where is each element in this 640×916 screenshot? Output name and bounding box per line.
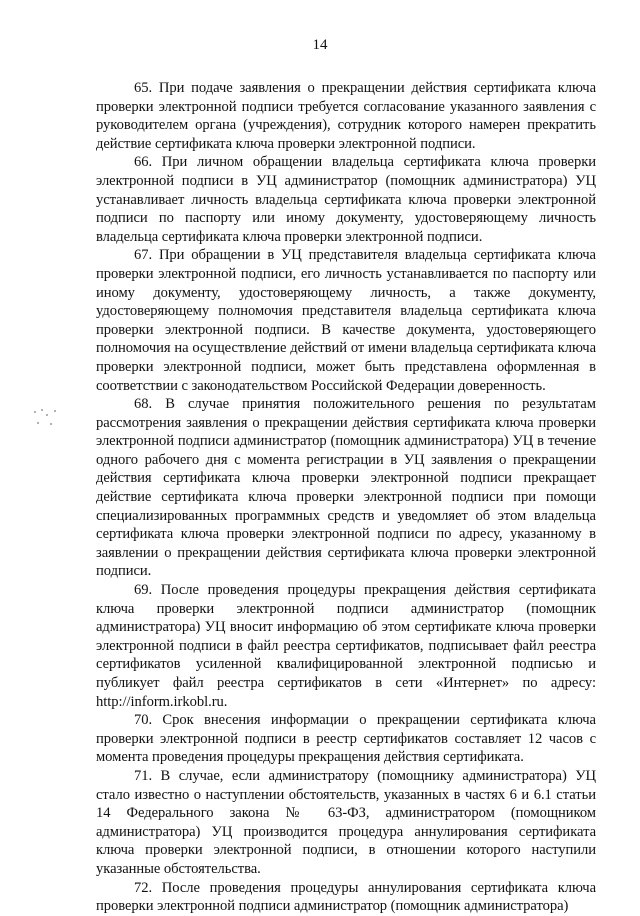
- paragraph-70: 70. Срок внесения информации о прекращении сертификата ключа проверки электронной подписи в реестр сертификатов составляет 12 часов с момента проведения процедуры прекращения действия сертификата.: [96, 712, 596, 766]
- paragraph-65: 65. При подаче заявления о прекращении действия сертификата ключа проверки электронной подписи требуется согласование указанного заявления с руководителем органа (учреждения), сотрудник которого намерен прекратить действие сертификата ключа проверки электронной подписи.: [96, 80, 596, 152]
- paragraph-69: 69. После проведения процедуры прекращения действия сертификата ключа проверки электронной подписи администратор (помощник администратора) УЦ вносит информацию об этом сертификате ключа проверки электронной подписи в файл реестра сертификатов, подписывает файл реестра сертификатов усиленной квалифицированной электронной подписью и публикует файл реестра сертификатов в сети «Интернет» по адресу: http://inform.irkobl.ru.: [96, 582, 596, 710]
- scan-margin-marks: [32, 408, 62, 438]
- paragraph-68: 68. В случае принятия положительного решения по результатам рассмотрения заявления о прекращении действия сертификата ключа проверки электронной подписи администратор (помощник администратора) УЦ в течение одного рабочего дня с момента регистрации в УЦ заявления о прекращении действия сертификата ключа проверки электронной подписи прекращает действие сертификата ключа проверки электронной подписи при помощи специализированных программных средств и уведомляет об этом владельца сертификата ключа проверки электронной подписи по адресу, указанному в заявлении о прекращении действия сертификата ключа проверки электронной подписи.: [96, 396, 596, 580]
- paragraph-67: 67. При обращении в УЦ представителя владельца сертификата ключа проверки электронной подписи, его личность устанавливается по паспорту или иному документу, удостоверяющему личность, а также документу, удостоверяющему полномочия представителя владельца сертификата ключа проверки электронной подписи. В качестве документа, удостоверяющего полномочия на осуществление действий от имени владельца сертификата ключа проверки электронной подписи, может быть представлена оформленная в соответствии с законодательством Российской Федерации доверенность.: [96, 247, 596, 394]
- paragraph-72: 72. После проведения процедуры аннулирования сертификата ключа проверки электронной подписи администратор (помощник администратора): [96, 879, 596, 915]
- paragraph-66: 66. При личном обращении владельца сертификата ключа проверки электронной подписи в УЦ администратор (помощник администратора) УЦ устанавливает личность владельца сертификата ключа проверки электронной подписи по паспорту или иному документу, удостоверяющему личность владельца сертификата ключа проверки электронной подписи.: [96, 154, 596, 245]
- page-number: 14: [312, 37, 328, 53]
- paragraph-71: 71. В случае, если администратору (помощнику администратора) УЦ стало известно о наступлении обстоятельств, указанных в частях 6 и 6.1 статьи 14 Федерального закона № 63-ФЗ, администратором (помощником администратора) УЦ производится процедура аннулирования сертификата ключа проверки электронной подписи, в отношении которого наступили указанные обстоятельства.: [96, 767, 596, 877]
- document-body: [96, 79, 596, 916]
